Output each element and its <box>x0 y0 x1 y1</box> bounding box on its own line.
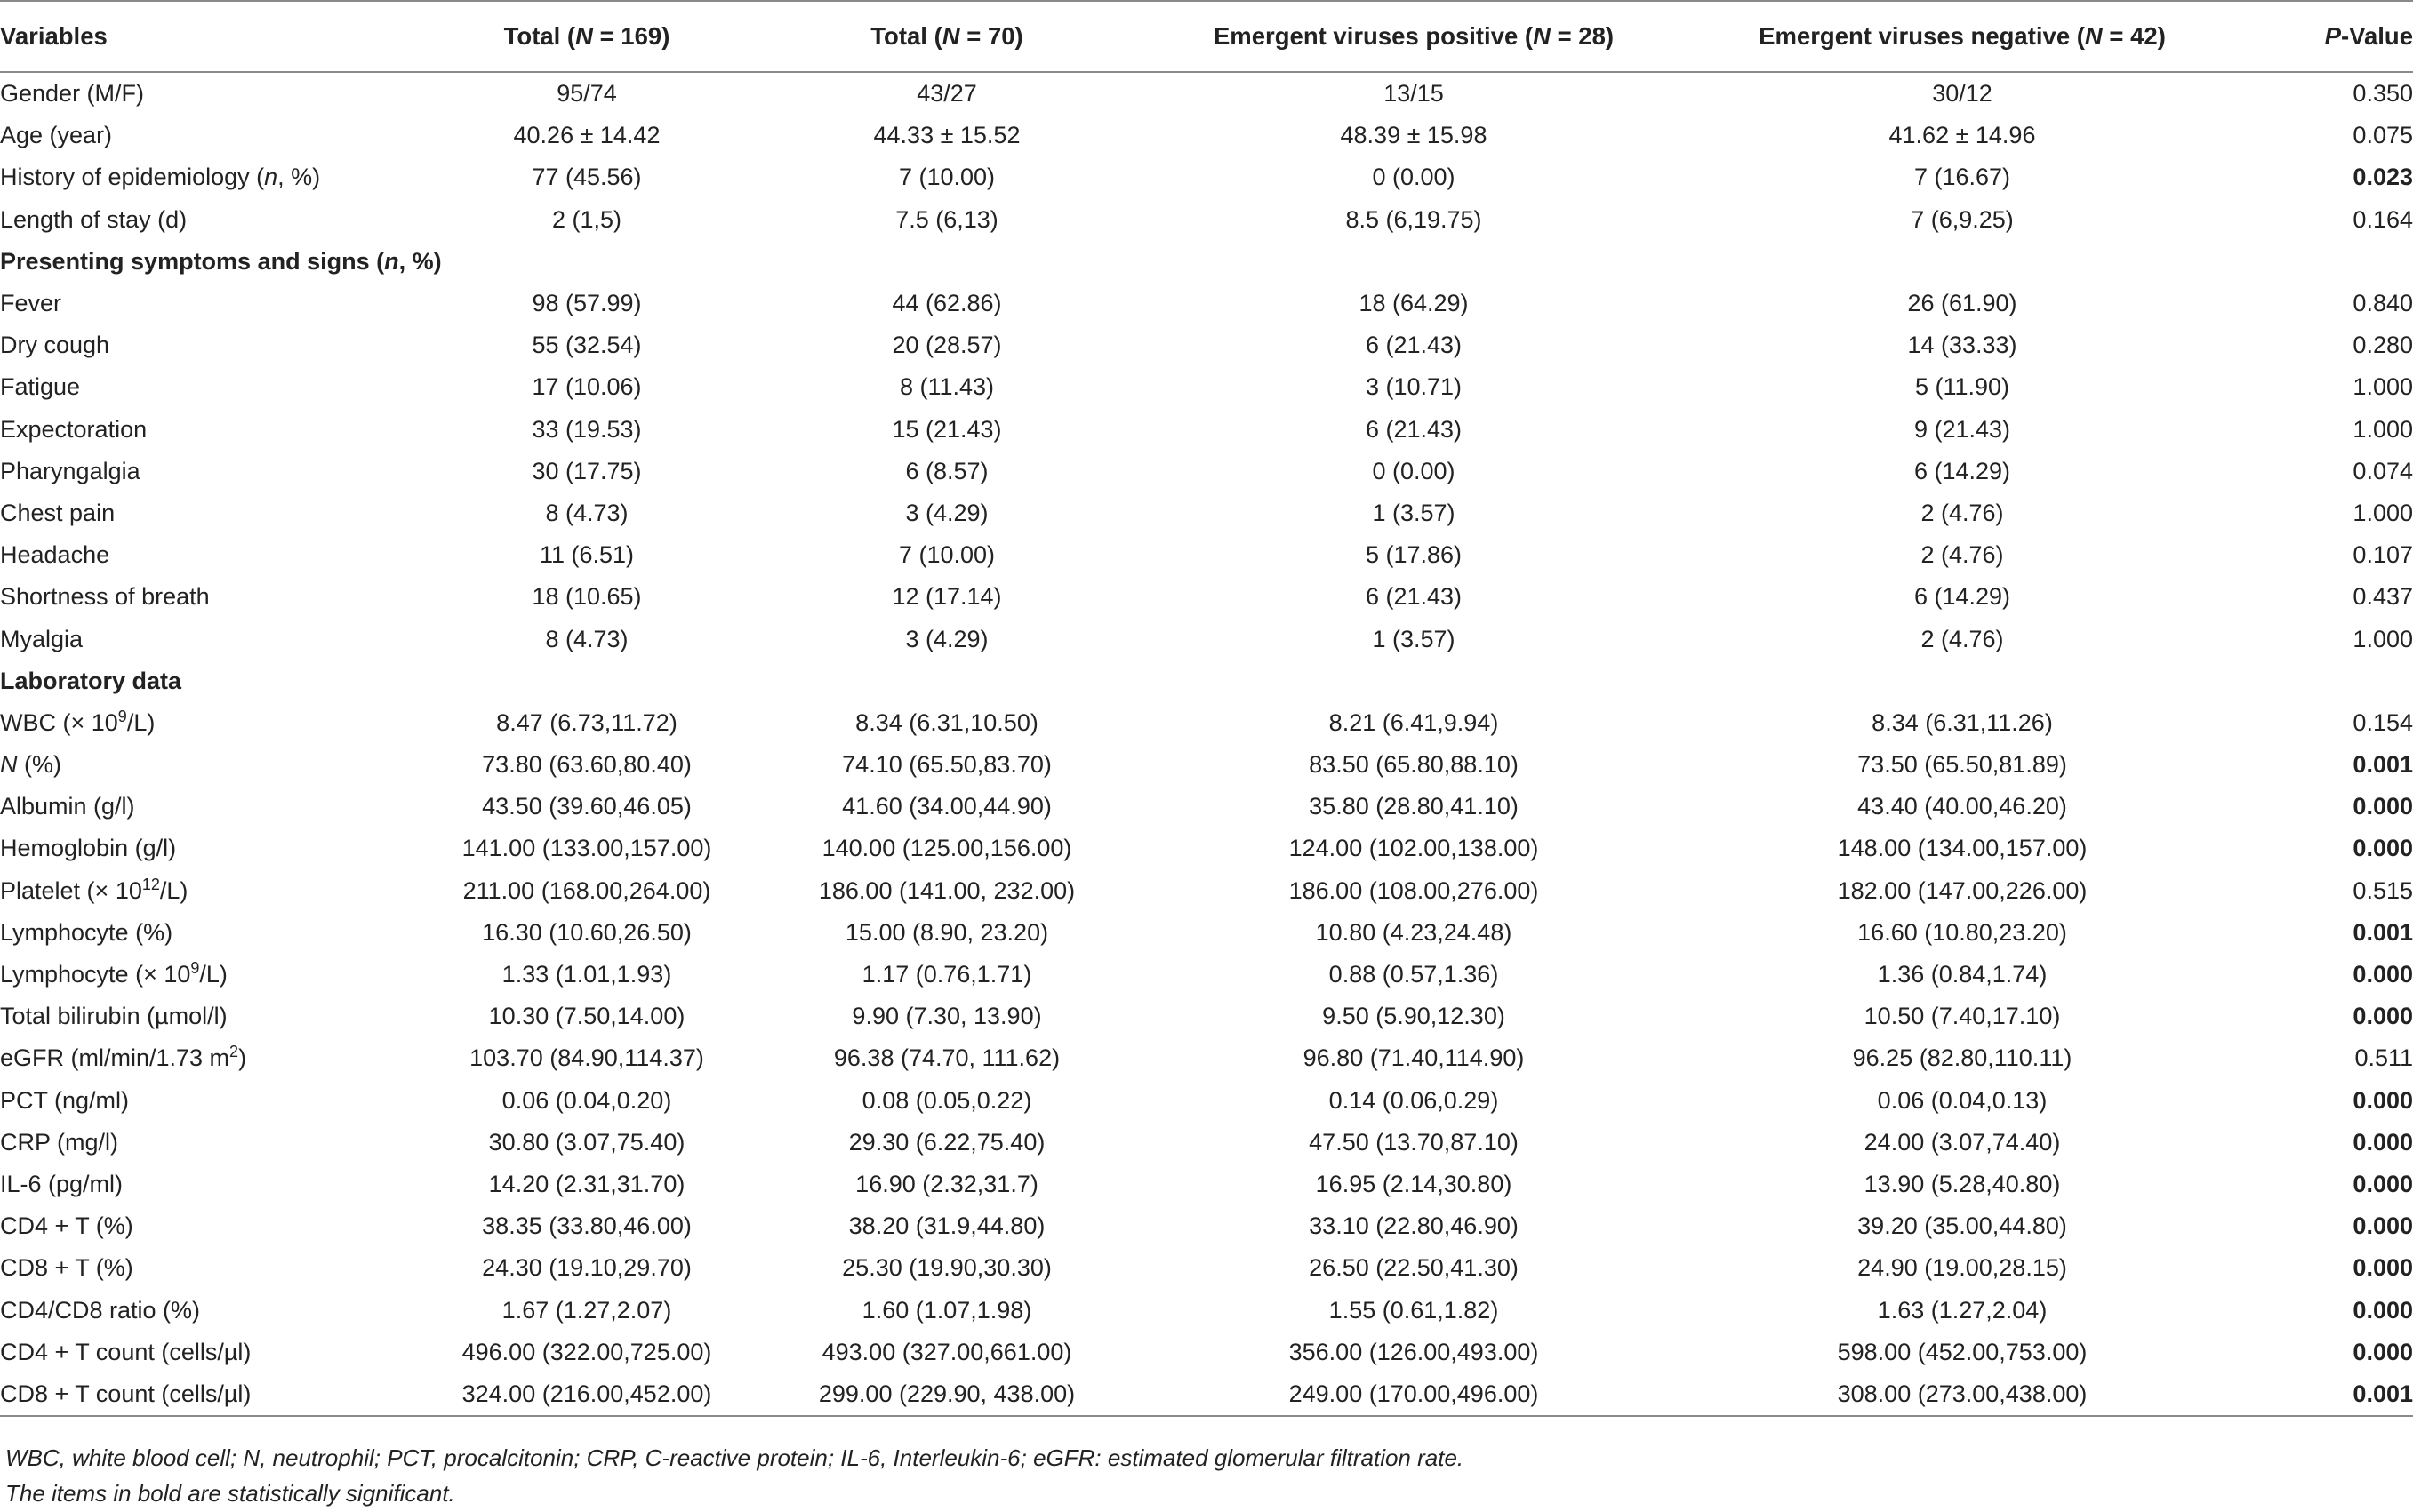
section-row <box>0 660 2413 702</box>
cell-positive: 13/15 <box>1383 80 1444 108</box>
cell-positive: 0 (0.00) <box>1372 164 1455 191</box>
table-row <box>0 1164 2413 1205</box>
cell-pvalue: 0.075 <box>2353 122 2413 149</box>
cell-negative: 16.60 (10.80,23.20) <box>1857 918 2067 946</box>
row-label: CRP (mg/l) <box>0 1128 119 1156</box>
table-row <box>0 1373 2413 1416</box>
table-row <box>0 954 2413 996</box>
cell-positive: 18 (64.29) <box>1359 290 1469 317</box>
cell-pvalue: 0.107 <box>2353 541 2413 569</box>
cell-total-169: 16.30 (10.60,26.50) <box>482 918 692 946</box>
cell-total-70: 7 (10.00) <box>898 541 996 569</box>
cell-total-169: 0.06 (0.04,0.20) <box>501 1086 672 1114</box>
row-label: Pharyngalgia <box>0 457 140 484</box>
cell-pvalue: 0.164 <box>2353 205 2413 233</box>
cell-negative: 8.34 (6.31,11.26) <box>1872 708 2053 736</box>
table-row <box>0 451 2413 492</box>
cell-pvalue: 0.000 <box>2353 1296 2413 1324</box>
cell-positive: 124.00 (102.00,138.00) <box>1288 835 1539 862</box>
cell-negative: 182.00 (147.00,226.00) <box>1837 876 2088 904</box>
table-body <box>0 72 2413 1416</box>
table-row <box>0 996 2413 1037</box>
row-label: CD8 + T (%) <box>0 1254 133 1282</box>
table-row <box>0 702 2413 744</box>
row-label-italic: N <box>0 751 18 779</box>
cell-total-169: 8.47 (6.73,11.72) <box>496 708 677 736</box>
cell-negative: 30/12 <box>1932 80 1992 108</box>
cell-pvalue: 0.000 <box>2353 1338 2413 1365</box>
row-label-superscript: 2 <box>229 1043 239 1061</box>
cell-positive: 48.39 ± 15.98 <box>1340 122 1487 149</box>
section-label-italic: n <box>384 247 399 275</box>
cell-total-70: 15 (21.43) <box>892 415 1002 443</box>
row-label <box>0 870 418 912</box>
cell-negative: 308.00 (273.00,438.00) <box>1689 1373 2235 1416</box>
row-label: Lymphocyte (%) <box>0 918 173 946</box>
cell-total-169: 1.67 (1.27,2.07) <box>501 1296 672 1324</box>
header-total-169: Total (N = 169) <box>418 1 756 72</box>
cell-negative: 24.90 (19.00,28.15) <box>1857 1254 2067 1282</box>
row-label: CD4/CD8 ratio (%) <box>0 1296 201 1324</box>
cell-total-70: 299.00 (229.90, 438.00) <box>756 1373 1138 1416</box>
table-row <box>0 366 2413 408</box>
cell-negative: 39.20 (35.00,44.80) <box>1857 1212 2067 1240</box>
row-label: Fever <box>0 290 62 317</box>
cell-negative: 6 (14.29) <box>1913 457 2011 484</box>
cell-positive: 356.00 (126.00,493.00) <box>1288 1338 1539 1365</box>
cell-total-169: 33 (19.53) <box>532 415 642 443</box>
cell-total-169: 73.80 (63.60,80.40) <box>482 751 692 779</box>
cell-positive: 0.88 (0.57,1.36) <box>1328 961 1499 988</box>
section-label-suffix: , %) <box>398 247 442 275</box>
cell-pvalue: 0.074 <box>2353 457 2413 484</box>
cell-negative: 1.36 (0.84,1.74) <box>1877 961 2048 988</box>
cell-pvalue: 0.000 <box>2353 1254 2413 1282</box>
cell-total-169: 211.00 (168.00,264.00) <box>462 876 711 904</box>
cell-total-70: 493.00 (327.00,661.00) <box>822 1338 1072 1365</box>
cell-negative: 9 (21.43) <box>1913 415 2011 443</box>
row-label <box>0 1037 418 1079</box>
cell-pvalue: 0.511 <box>2354 1044 2413 1072</box>
table-row <box>0 1332 2413 1373</box>
cell-negative: 43.40 (40.00,46.20) <box>1857 793 2067 820</box>
row-label <box>0 156 418 198</box>
cell-negative: 598.00 (452.00,753.00) <box>1837 1338 2088 1365</box>
header-positive: Emergent viruses positive (N = 28) <box>1138 1 1689 72</box>
table-row <box>0 618 2413 660</box>
cell-total-169: 496.00 (322.00,725.00) <box>461 1338 712 1365</box>
table-row <box>0 199 2413 241</box>
cell-pvalue: 1.000 <box>2353 373 2413 401</box>
cell-total-70: 140.00 (125.00,156.00) <box>822 835 1072 862</box>
cell-total-169: 10.30 (7.50,14.00) <box>488 1003 685 1030</box>
cell-negative: 13.90 (5.28,40.80) <box>1864 1170 2061 1197</box>
cell-total-169: 55 (32.54) <box>532 332 642 359</box>
row-label: Fatigue <box>0 373 81 401</box>
cell-pvalue: 0.154 <box>2353 708 2413 736</box>
cell-negative: 26 (61.90) <box>1907 290 2017 317</box>
cell-total-169: 30.80 (3.07,75.40) <box>488 1128 685 1156</box>
cell-negative: 24.00 (3.07,74.40) <box>1864 1128 2061 1156</box>
row-label-part: History of epidemiology ( <box>0 164 265 191</box>
cell-positive: 1.55 (0.61,1.82) <box>1328 1296 1499 1324</box>
cell-total-169: 30 (17.75) <box>532 457 642 484</box>
cell-total-70: 1.17 (0.76,1.71) <box>862 961 1032 988</box>
section-row <box>0 241 2413 283</box>
cell-negative: 0.06 (0.04,0.13) <box>1877 1086 2048 1114</box>
row-label: Shortness of breath <box>0 583 210 611</box>
cell-positive: 6 (21.43) <box>1365 332 1463 359</box>
cell-total-70: 3 (4.29) <box>905 625 989 652</box>
cell-positive: 9.50 (5.90,12.30) <box>1322 1003 1505 1030</box>
row-label-part: (%) <box>17 751 61 779</box>
cell-total-169: 8 (4.73) <box>545 499 629 526</box>
row-label-part: ) <box>238 1044 247 1072</box>
table-row <box>0 1037 2413 1079</box>
cell-total-70: 8 (11.43) <box>899 373 995 401</box>
cell-negative: 14 (33.33) <box>1907 332 2017 359</box>
cell-total-70: 41.60 (34.00,44.90) <box>842 793 1052 820</box>
header-variables: Variables <box>0 1 418 72</box>
cell-pvalue: 0.001 <box>2353 751 2413 779</box>
table-row <box>0 870 2413 912</box>
footnote-abbreviations: WBC, white blood cell; N, neutrophil; PCT, procalcitonin; CRP, C-reactive protein; IL-6, Interleukin-6; eGFR: estimated glomerular filtration rate. <box>5 1444 1464 1471</box>
section-label: Presenting symptoms and signs ( <box>0 247 385 275</box>
cell-positive: 1 (3.57) <box>1372 625 1455 652</box>
table-row <box>0 283 2413 324</box>
row-label-part: Lymphocyte (× 10 <box>0 961 191 988</box>
row-label-part: eGFR (ml/min/1.73 m <box>0 1044 230 1072</box>
cell-pvalue: 0.000 <box>2353 1086 2413 1114</box>
table-row <box>0 115 2413 156</box>
row-label-superscript: 9 <box>190 959 200 978</box>
row-label: Chest pain <box>0 499 116 526</box>
cell-negative: 73.50 (65.50,81.89) <box>1857 751 2067 779</box>
cell-total-169: 2 (1,5) <box>551 205 622 233</box>
cell-positive: 10.80 (4.23,24.48) <box>1315 918 1512 946</box>
cell-total-70: 7 (10.00) <box>898 164 996 191</box>
cell-total-70: 29.30 (6.22,75.40) <box>848 1128 1046 1156</box>
cell-positive: 47.50 (13.70,87.10) <box>1309 1128 1519 1156</box>
cell-negative: 41.62 ± 14.96 <box>1888 122 2036 149</box>
table-row <box>0 1080 2413 1122</box>
cell-total-169: 95/74 <box>557 80 617 108</box>
cell-total-70: 44.33 ± 15.52 <box>873 122 1021 149</box>
cell-negative: 2 (4.76) <box>1920 541 2004 569</box>
cell-positive: 6 (21.43) <box>1365 415 1463 443</box>
cell-positive: 83.50 (65.80,88.10) <box>1309 751 1519 779</box>
cell-total-70: 3 (4.29) <box>905 499 989 526</box>
cell-positive: 6 (21.43) <box>1365 583 1463 611</box>
table-row <box>0 828 2413 869</box>
cell-total-70: 43/27 <box>917 80 977 108</box>
cell-pvalue: 0.437 <box>2353 583 2413 611</box>
row-label: CD4 + T (%) <box>0 1212 133 1240</box>
cell-negative: 2 (4.76) <box>1920 499 2004 526</box>
row-label-superscript: 12 <box>141 875 160 893</box>
row-label-part: , %) <box>277 164 321 191</box>
cell-positive: 1 (3.57) <box>1372 499 1455 526</box>
row-label <box>0 744 418 786</box>
table-row <box>0 534 2413 576</box>
row-label: Gender (M/F) <box>0 80 145 108</box>
cell-negative: 7 (6,9.25) <box>1911 205 2014 233</box>
row-label: Total bilirubin (µmol/l) <box>0 1003 228 1030</box>
cell-total-169: 17 (10.06) <box>532 373 642 401</box>
cell-negative: 2 (4.76) <box>1920 625 2004 652</box>
header-pvalue: P-Value <box>2235 1 2413 72</box>
row-label: CD8 + T count (cells/µl) <box>0 1373 418 1416</box>
cell-pvalue: 0.280 <box>2353 332 2413 359</box>
cell-total-169: 38.35 (33.80,46.00) <box>482 1212 692 1240</box>
cell-total-169: 103.70 (84.90,114.37) <box>469 1044 704 1072</box>
table-row <box>0 324 2413 366</box>
section-label: Laboratory data <box>0 667 182 694</box>
section-heading <box>0 241 2413 283</box>
row-label: CD4 + T count (cells/µl) <box>0 1338 252 1365</box>
table-row <box>0 1247 2413 1289</box>
row-label: Dry cough <box>0 332 110 359</box>
cell-pvalue: 0.350 <box>2353 80 2413 108</box>
cell-pvalue: 1.000 <box>2353 499 2413 526</box>
cell-total-70: 15.00 (8.90, 23.20) <box>845 918 1049 946</box>
header-total-70: Total (N = 70) <box>756 1 1138 72</box>
cell-negative: 10.50 (7.40,17.10) <box>1864 1003 2061 1030</box>
cell-positive: 0 (0.00) <box>1372 457 1455 484</box>
cell-total-70: 38.20 (31.9,44.80) <box>848 1212 1046 1240</box>
cell-total-169: 18 (10.65) <box>532 583 642 611</box>
cell-positive: 249.00 (170.00,496.00) <box>1138 1373 1689 1416</box>
cell-total-70: 44 (62.86) <box>892 290 1002 317</box>
cell-total-169: 43.50 (39.60,46.05) <box>482 793 692 820</box>
cell-total-70: 74.10 (65.50,83.70) <box>842 751 1052 779</box>
cell-positive: 16.95 (2.14,30.80) <box>1315 1170 1512 1197</box>
cell-pvalue: 0.001 <box>2235 1373 2413 1416</box>
cell-positive: 35.80 (28.80,41.10) <box>1309 793 1519 820</box>
row-label: Hemoglobin (g/l) <box>0 835 177 862</box>
cell-total-70: 6 (8.57) <box>905 457 989 484</box>
cell-total-169: 98 (57.99) <box>532 290 642 317</box>
row-label-part: Platelet (× 10 <box>0 876 142 904</box>
cell-positive: 3 (10.71) <box>1365 373 1463 401</box>
cell-total-169: 24.30 (19.10,29.70) <box>482 1254 692 1282</box>
row-label-part: /L) <box>126 708 156 736</box>
row-label: PCT (ng/ml) <box>0 1086 130 1114</box>
row-label: Headache <box>0 541 110 569</box>
cell-positive: 26.50 (22.50,41.30) <box>1309 1254 1519 1282</box>
table-row <box>0 786 2413 828</box>
row-label <box>0 702 418 744</box>
row-label <box>0 954 418 996</box>
cell-total-70: 16.90 (2.32,31.7) <box>855 1170 1038 1197</box>
row-label-part: WBC (× 10 <box>0 708 118 736</box>
cell-total-70: 96.38 (74.70, 111.62) <box>833 1044 1061 1072</box>
table-footnote <box>5 1440 1463 1511</box>
table-row <box>0 912 2413 954</box>
row-label: Albumin (g/l) <box>0 793 135 820</box>
cell-positive: 5 (17.86) <box>1365 541 1463 569</box>
cell-positive: 33.10 (22.80,46.90) <box>1309 1212 1519 1240</box>
cell-total-70: 12 (17.14) <box>892 583 1002 611</box>
row-label: Expectoration <box>0 415 148 443</box>
cell-pvalue: 1.000 <box>2353 415 2413 443</box>
table-row <box>0 72 2413 115</box>
cell-pvalue: 0.023 <box>2353 164 2413 191</box>
cell-negative: 1.63 (1.27,2.04) <box>1877 1296 2048 1324</box>
cell-pvalue: 0.840 <box>2353 290 2413 317</box>
cell-total-169: 14.20 (2.31,31.70) <box>488 1170 685 1197</box>
cell-positive: 96.80 (71.40,114.90) <box>1303 1044 1525 1072</box>
cell-total-169: 40.26 ± 14.42 <box>513 122 661 149</box>
cell-pvalue: 0.000 <box>2353 793 2413 820</box>
cell-negative: 6 (14.29) <box>1913 583 2011 611</box>
row-label-part: /L) <box>199 961 228 988</box>
cell-total-70: 186.00 (141.00, 232.00) <box>818 876 1076 904</box>
cell-total-70: 1.60 (1.07,1.98) <box>862 1296 1032 1324</box>
cell-pvalue: 0.000 <box>2353 1170 2413 1197</box>
cell-positive: 8.5 (6,19.75) <box>1345 205 1482 233</box>
cell-positive: 8.21 (6.41,9.94) <box>1328 708 1499 736</box>
row-label-part: /L) <box>159 876 188 904</box>
row-label: Myalgia <box>0 625 84 652</box>
row-label-superscript: 9 <box>117 707 127 725</box>
cell-total-70: 8.34 (6.31,10.50) <box>855 708 1038 736</box>
header-negative: Emergent viruses negative (N = 42) <box>1689 1 2235 72</box>
cell-pvalue: 0.000 <box>2353 1128 2413 1156</box>
footnote-bold-note: The items in bold are statistically significant. <box>5 1480 455 1507</box>
table-row <box>0 156 2413 198</box>
cell-total-169: 141.00 (133.00,157.00) <box>461 835 712 862</box>
cell-positive: 186.00 (108.00,276.00) <box>1288 876 1539 904</box>
cell-pvalue: 0.001 <box>2353 918 2413 946</box>
cell-total-70: 0.08 (0.05,0.22) <box>862 1086 1032 1114</box>
cell-total-70: 7.5 (6,13) <box>895 205 998 233</box>
cell-positive: 0.14 (0.06,0.29) <box>1328 1086 1499 1114</box>
cell-total-70: 20 (28.57) <box>892 332 1002 359</box>
cell-total-70: 25.30 (19.90,30.30) <box>842 1254 1052 1282</box>
cell-negative: 7 (16.67) <box>1913 164 2011 191</box>
cell-total-169: 77 (45.56) <box>532 164 642 191</box>
cell-pvalue: 0.000 <box>2353 961 2413 988</box>
table-row <box>0 744 2413 786</box>
cell-pvalue: 0.000 <box>2353 1003 2413 1030</box>
row-label: IL-6 (pg/ml) <box>0 1170 124 1197</box>
cell-total-169: 11 (6.51) <box>539 541 635 569</box>
cell-total-169: 1.33 (1.01,1.93) <box>501 961 672 988</box>
table-row <box>0 1289 2413 1331</box>
row-label: Length of stay (d) <box>0 205 188 233</box>
cell-negative: 148.00 (134.00,157.00) <box>1837 835 2088 862</box>
cell-negative: 5 (11.90) <box>1914 373 2010 401</box>
cell-pvalue: 1.000 <box>2353 625 2413 652</box>
row-label: Age (year) <box>0 122 113 149</box>
cell-total-70: 9.90 (7.30, 13.90) <box>852 1003 1042 1030</box>
table-header-row <box>0 1 2413 72</box>
cell-total-169: 8 (4.73) <box>545 625 629 652</box>
cell-pvalue: 0.000 <box>2353 835 2413 862</box>
cell-pvalue: 0.515 <box>2353 876 2413 904</box>
table-row <box>0 1205 2413 1247</box>
row-label-italic: n <box>264 164 278 191</box>
cell-pvalue: 0.000 <box>2353 1212 2413 1240</box>
table-row <box>0 576 2413 618</box>
section-heading <box>0 660 2413 702</box>
cell-total-169: 324.00 (216.00,452.00) <box>418 1373 756 1416</box>
cell-negative: 96.25 (82.80,110.11) <box>1852 1044 2072 1072</box>
table-row <box>0 409 2413 451</box>
table-row <box>0 1122 2413 1164</box>
table-row <box>0 492 2413 534</box>
